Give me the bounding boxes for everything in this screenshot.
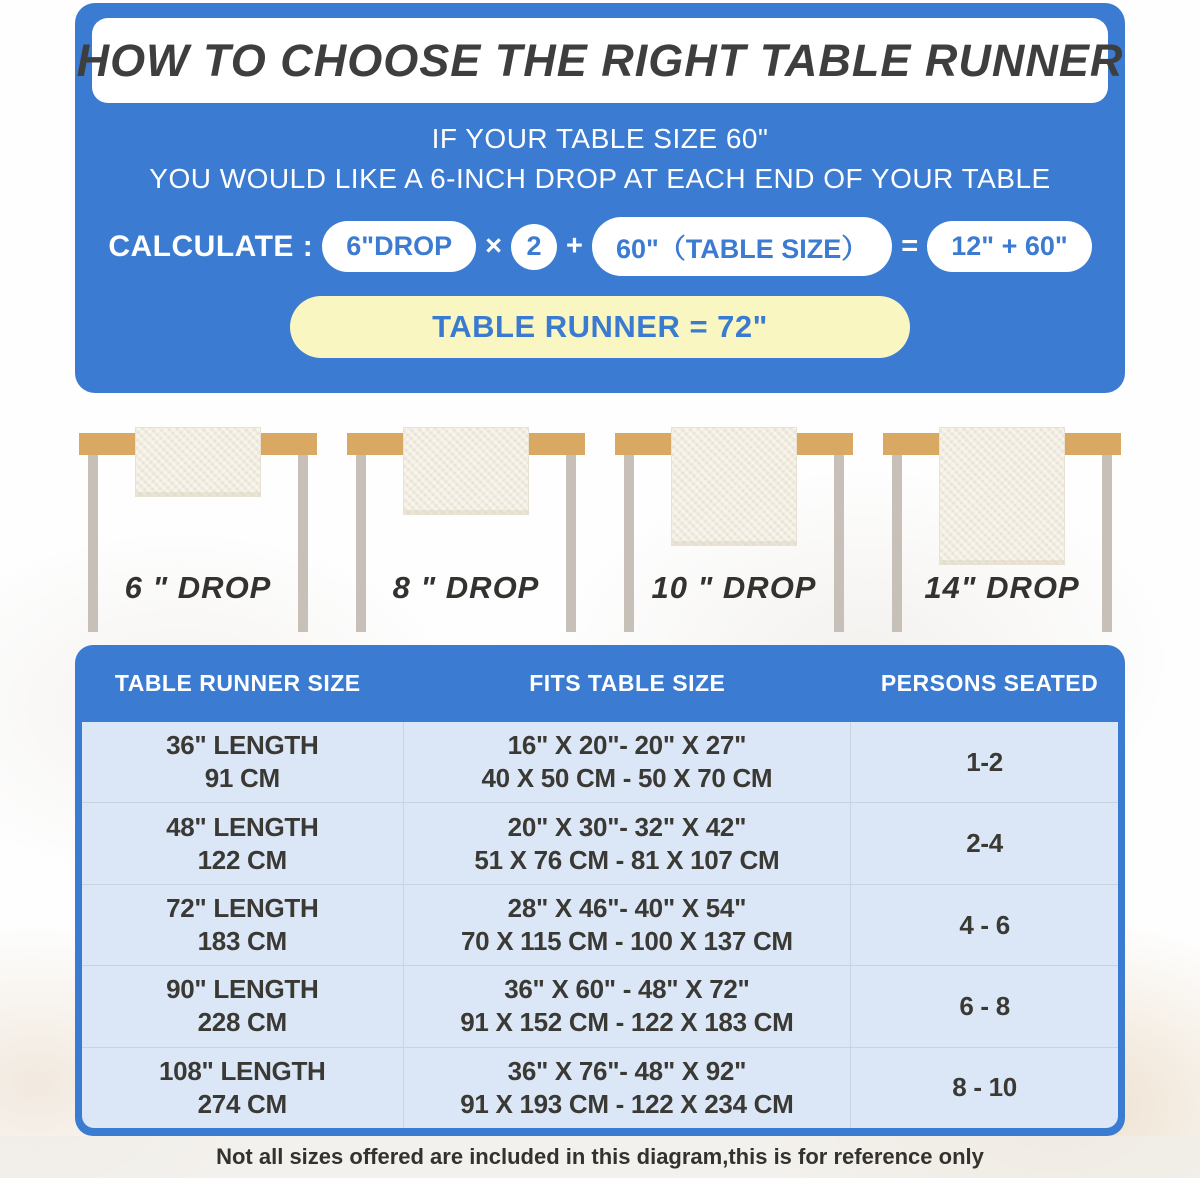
fits-size-cell (404, 803, 852, 883)
fits-size-cm: 40 X 50 CM - 50 X 70 CM (481, 763, 773, 794)
result-banner-text: TABLE RUNNER = 72" (432, 309, 768, 344)
table-figure-10-drop (615, 422, 853, 634)
runner-size-cm: 228 CM (197, 1007, 287, 1038)
fits-size-cell (404, 722, 852, 802)
persons-value: 1-2 (966, 746, 1003, 777)
table-row (82, 1048, 1118, 1128)
drop-label: 14" DROP (924, 570, 1080, 605)
subtitle-line2: YOU WOULD LIKE A 6-INCH DROP AT EACH END OF YOUR TABLE (149, 163, 1051, 194)
fits-size-cell (404, 966, 852, 1046)
runner-size-inches: 36" LENGTH (166, 730, 319, 761)
persons-cell (851, 722, 1118, 802)
persons-cell (851, 966, 1118, 1046)
persons-value: 6 - 8 (959, 990, 1010, 1021)
runner-size-inches: 90" LENGTH (166, 974, 319, 1005)
persons-cell (851, 803, 1118, 883)
table-runner (403, 427, 529, 515)
fits-size-cm: 51 X 76 CM - 81 X 107 CM (474, 844, 780, 875)
fits-size-cell (404, 1048, 852, 1128)
runner-size-inches: 72" LENGTH (166, 893, 319, 924)
calculate-label: CALCULATE : (108, 229, 314, 263)
disclaimer-note: Not all sizes offered are included in this diagram,this is for reference only (0, 1136, 1200, 1178)
runner-size-cell (82, 803, 404, 883)
table-figure-14-drop (883, 422, 1121, 634)
column-header-persons-seated: PERSONS SEATED (880, 670, 1099, 696)
table-runner (939, 427, 1065, 565)
runner-size-cm: 91 CM (204, 763, 280, 794)
runner-size-cell (82, 722, 404, 802)
drop-examples (0, 422, 1200, 634)
calculation-row (75, 217, 1125, 276)
runner-size-cell (82, 1048, 404, 1128)
fits-size-cm: 91 X 193 CM - 122 X 234 CM (460, 1088, 794, 1119)
result-pill: 12" + 60" (927, 221, 1091, 272)
fits-size-cm: 91 X 152 CM - 122 X 183 CM (460, 1007, 794, 1038)
persons-cell (851, 1048, 1118, 1128)
persons-cell (851, 885, 1118, 965)
persons-value: 8 - 10 (952, 1072, 1017, 1103)
equals-operator: = (901, 230, 919, 262)
runner-size-cm: 122 CM (197, 844, 287, 875)
table-row (82, 966, 1118, 1047)
plus-operator: + (566, 230, 583, 262)
table-figure-8-drop (347, 422, 585, 634)
runner-size-inches: 108" LENGTH (159, 1055, 326, 1086)
persons-value: 4 - 6 (959, 909, 1010, 940)
size-chart-panel (75, 645, 1125, 1136)
table-row (82, 722, 1118, 803)
size-chart-header (75, 645, 1125, 722)
runner-size-cm: 274 CM (197, 1088, 287, 1119)
runner-size-cell (82, 885, 404, 965)
runner-size-cm: 183 CM (197, 926, 287, 957)
table-size-pill: 60"（TABLE SIZE） (592, 217, 892, 276)
fits-size-inches: 36" X 60" - 48" X 72" (504, 974, 750, 1005)
subtitle-line1: IF YOUR TABLE SIZE 60" (431, 123, 769, 154)
table-row (82, 885, 1118, 966)
persons-value: 2-4 (966, 828, 1003, 859)
column-header-fits-table-size: FITS TABLE SIZE (529, 670, 726, 696)
fits-size-inches: 20" X 30"- 32" X 42" (507, 811, 747, 842)
column-header-runner-size: TABLE RUNNER SIZE (114, 670, 361, 696)
page-title: HOW TO CHOOSE THE RIGHT TABLE RUNNER (76, 34, 1124, 86)
result-banner (290, 296, 910, 358)
size-chart-body (82, 722, 1118, 1128)
title-banner (76, 18, 1124, 103)
table-runner (671, 427, 797, 546)
times-operator: × (485, 230, 503, 262)
drop-label: 10 " DROP (651, 570, 817, 605)
fits-size-inches: 28" X 46"- 40" X 54" (507, 893, 747, 924)
table-runner (135, 427, 261, 497)
fits-size-cm: 70 X 115 CM - 100 X 137 CM (460, 926, 793, 957)
table-figure-6-drop (79, 422, 317, 634)
fits-size-cell (404, 885, 852, 965)
runner-size-cell (82, 966, 404, 1046)
fits-size-inches: 16" X 20"- 20" X 27" (507, 730, 747, 761)
drop-pill: 6"DROP (322, 221, 476, 272)
header-panel (75, 3, 1125, 393)
fits-size-inches: 36" X 76"- 48" X 92" (507, 1055, 747, 1086)
drop-label: 8 " DROP (392, 570, 540, 605)
table-row (82, 803, 1118, 884)
drop-label: 6 " DROP (124, 570, 272, 605)
runner-size-inches: 48" LENGTH (166, 811, 319, 842)
multiplier-badge: 2 (511, 224, 557, 270)
